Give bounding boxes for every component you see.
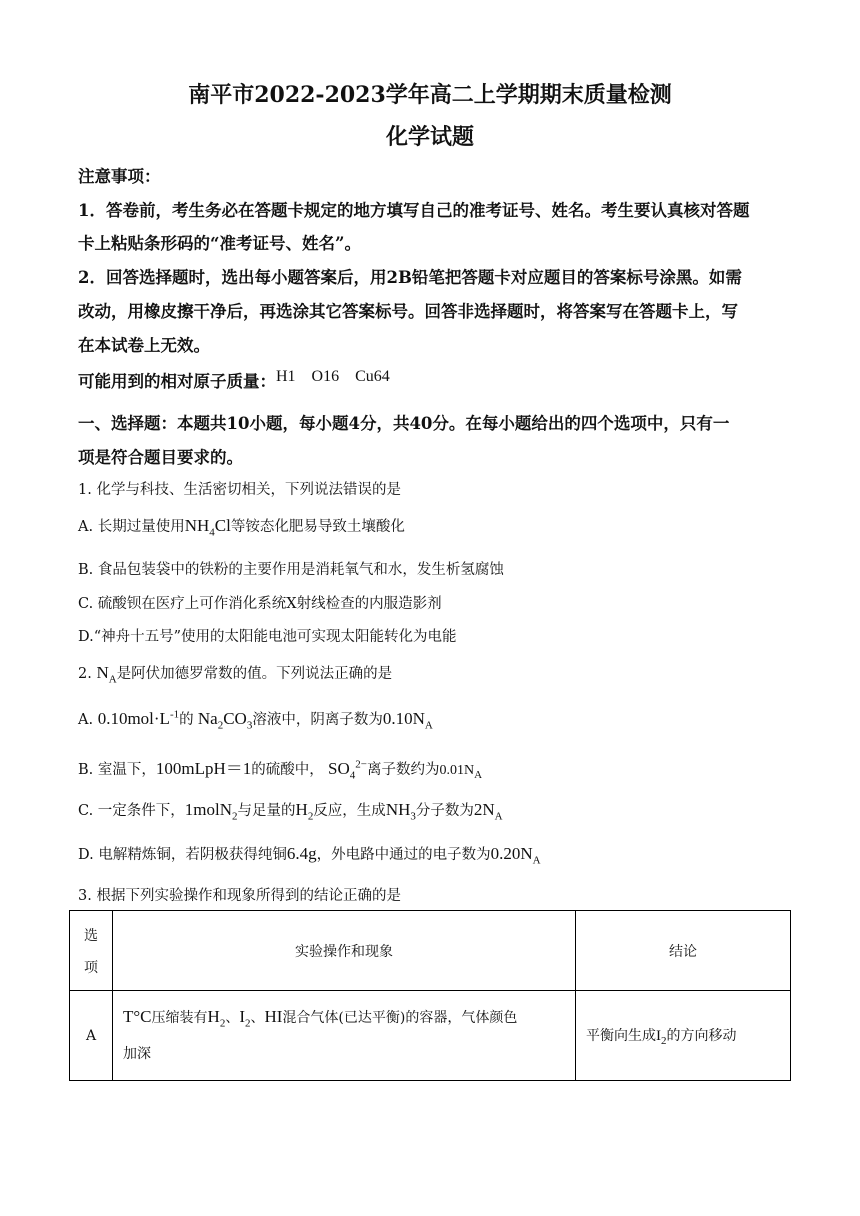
notice-heading: 注意事项： bbox=[78, 167, 161, 186]
q2-b-mid2: 离子数约为 bbox=[366, 762, 440, 778]
q2-c-answer-sub: A bbox=[494, 810, 503, 823]
notice-item1-line1: 1．答卷前，考生务必在答题卡规定的地方填写自己的准考证号、姓名。考生要认真核对答题 bbox=[78, 201, 750, 220]
q3-table bbox=[69, 910, 791, 1081]
q2-na-main: N bbox=[96, 663, 109, 682]
q2-b-ion-main: SO bbox=[328, 759, 350, 778]
q3-row-a-temp: T°C bbox=[123, 1007, 152, 1027]
notice-item2-line3: 在本试卷上无效。 bbox=[78, 336, 210, 355]
q3-table-row-a bbox=[70, 991, 791, 1081]
q2-b-mid: 的硫酸中， bbox=[251, 762, 324, 778]
q3-header-option-1: 选 bbox=[84, 927, 98, 944]
q1-a-formula bbox=[184, 516, 231, 539]
q1-option-c: C. 硫酸钡在医疗上可作消化系统X射线检查的内服造影剂 bbox=[78, 596, 442, 612]
q2-option-d bbox=[78, 843, 541, 866]
q2-a-salt-na: Na bbox=[197, 709, 218, 728]
q3-row-a-i2 bbox=[239, 1007, 251, 1030]
q3-header-option-2: 项 bbox=[84, 959, 98, 976]
q2-a-salt bbox=[194, 709, 253, 732]
q2-d-mid: ，外电路中通过的电子数为 bbox=[316, 847, 491, 863]
q2-a-answer-main: 0.10N bbox=[382, 709, 425, 728]
q2-option-b bbox=[78, 754, 482, 781]
q3-row-a-con-i2-sub: 2 bbox=[661, 1034, 667, 1047]
q3-row-a-hi: HI bbox=[264, 1007, 283, 1027]
q2-c-nh3 bbox=[385, 800, 416, 823]
q2-a-conc-main: 0.10mol·L bbox=[97, 709, 170, 728]
q2-a-answer-sub: A bbox=[424, 719, 433, 732]
q3-row-a-con2: 的方向移动 bbox=[666, 1027, 737, 1044]
q1-a-formula-end: Cl bbox=[214, 516, 231, 535]
q3-row-a-op2: 混合气体(已达平衡)的容器，气体颜色 bbox=[282, 1010, 518, 1027]
q3-row-a-con-i2-main: I bbox=[656, 1027, 661, 1044]
q2-a-answer bbox=[382, 709, 433, 732]
q2-na-sub: A bbox=[108, 673, 117, 686]
q2-c-mid3: 分子数为 bbox=[415, 803, 474, 819]
q2-c-answer bbox=[473, 800, 503, 823]
q2-b-text: B. 室温下， bbox=[78, 762, 156, 778]
q2-c-nh3-sub: 3 bbox=[410, 810, 416, 823]
notice-item2-line2: 改动，用橡皮擦干净后，再选涂其它答案标号。回答非选择题时，将答案写在答题卡上，写 bbox=[78, 302, 738, 321]
notice-item1-line2: 卡上粘贴条形码的“准考证号、姓名”。 bbox=[78, 234, 361, 253]
q3-row-a-operation bbox=[113, 991, 576, 1081]
q3-header-option bbox=[70, 911, 113, 991]
q1-option-b: B. 食品包装袋中的铁粉的主要作用是消耗氧气和水，发生析氢腐蚀 bbox=[78, 562, 504, 578]
atomic-mass-line bbox=[78, 368, 390, 392]
exam-subtitle: 化学试题 bbox=[385, 124, 474, 150]
notice-item2-line1: 2．回答选择题时，选出每小题答案后，用2B铅笔把答题卡对应题目的答案标号涂黑。如需 bbox=[78, 268, 742, 287]
q2-d-mass: 6.4g bbox=[286, 844, 317, 863]
q3-row-a-option: A bbox=[70, 991, 113, 1081]
q1-option-a bbox=[78, 515, 405, 538]
q2-a-mid2: 溶液中，阴离子数为 bbox=[252, 712, 383, 728]
q2-d-text: D. 电解精炼铜，若阴极获得纯铜 bbox=[78, 847, 287, 863]
section1-line1: 一、选择题：本题共10小题，每小题4分，共40分。在每小题给出的四个选项中，只有一 bbox=[78, 414, 730, 433]
q2-a-label: A. bbox=[78, 712, 94, 728]
q2-a-salt-sub2: 3 bbox=[246, 719, 253, 732]
q3-row-a-conclusion bbox=[576, 991, 791, 1081]
section1-line2: 项是符合题目要求的。 bbox=[78, 448, 243, 467]
q3-stem: 3. 根据下列实验操作和现象所得到的结论正确的是 bbox=[78, 888, 401, 904]
q3-header-conclusion: 结论 bbox=[576, 911, 791, 991]
q2-c-mid2: 反应，生成 bbox=[313, 803, 386, 819]
q2-stem bbox=[78, 662, 392, 685]
q1-a-suffix: 等铵态化肥易导致土壤酸化 bbox=[230, 519, 405, 535]
q3-row-a-h2-main: H bbox=[207, 1007, 220, 1027]
q2-c-answer-main: 2N bbox=[473, 800, 495, 819]
exam-title: 南平市2022-2023学年高二上学期期末质量检测 bbox=[188, 82, 672, 108]
q1-a-text: A. 长期过量使用 bbox=[78, 519, 185, 535]
q3-table-header-row bbox=[70, 911, 791, 991]
q2-c-h2-sub: 2 bbox=[307, 810, 314, 823]
q2-c-h2 bbox=[295, 800, 314, 823]
q2-c-n2 bbox=[184, 800, 238, 823]
q2-c-text: C. 一定条件下， bbox=[78, 803, 185, 819]
q2-b-ion-sub: 4 bbox=[349, 769, 356, 782]
q2-option-a bbox=[78, 708, 433, 731]
q2-d-answer bbox=[490, 844, 541, 867]
q1-option-d: D.“神舟十五号”使用的太阳能电池可实现太阳能转化为电能 bbox=[78, 629, 457, 645]
q3-row-a-i2-sub: 2 bbox=[244, 1017, 251, 1030]
atomic-mass-label: 可能用到的相对原子质量： bbox=[78, 372, 276, 391]
q3-header-operation: 实验操作和现象 bbox=[113, 911, 576, 991]
q2-a-conc-sup: -1 bbox=[169, 708, 180, 721]
q2-c-mid: 与足量的 bbox=[237, 803, 296, 819]
q2-a-mid: 的 bbox=[179, 712, 194, 728]
q2-c-h2-main: H bbox=[295, 800, 308, 819]
q2-a-salt-sub1: 2 bbox=[217, 719, 224, 732]
q2-a-salt-co: CO bbox=[223, 709, 247, 728]
q1-stem: 1. 化学与科技、生活密切相关，下列说法错误的是 bbox=[78, 482, 401, 498]
q3-row-a-op3: 加深 bbox=[123, 1045, 151, 1062]
q2-b-answer-sub: A bbox=[474, 768, 483, 781]
q2-b-ion bbox=[324, 758, 367, 782]
q2-option-c bbox=[78, 799, 503, 822]
q2-c-n2-sub: 2 bbox=[232, 810, 238, 823]
q2-b-ion-sup: 2− bbox=[355, 758, 367, 771]
q2-b-volume: 100mLpH＝1 bbox=[155, 759, 252, 778]
q2-d-answer-main: 0.20N bbox=[490, 844, 533, 863]
q2-stem-text: 是阿伏加德罗常数的值。下列说法正确的是 bbox=[116, 666, 393, 682]
q3-row-a-con1: 平衡向生成 bbox=[586, 1027, 656, 1044]
q2-d-answer-sub: A bbox=[532, 854, 541, 867]
q3-row-a-i2-main: I bbox=[239, 1007, 245, 1027]
q2-number: 2. bbox=[78, 666, 92, 682]
q2-c-n2-main: 1molN bbox=[184, 800, 233, 819]
q3-row-a-op1: 压缩装有 bbox=[151, 1010, 208, 1027]
q3-row-a-sep2: 、 bbox=[250, 1010, 265, 1027]
q2-a-conc bbox=[98, 709, 179, 728]
q3-row-a-con-i2 bbox=[656, 1027, 667, 1047]
q2-c-nh3-main: NH bbox=[385, 800, 411, 819]
q1-a-formula-sub: 4 bbox=[209, 526, 215, 539]
q3-row-a-h2-sub: 2 bbox=[219, 1017, 226, 1030]
q2-b-answer bbox=[439, 763, 483, 781]
q2-b-answer-main: 0.01N bbox=[439, 763, 475, 778]
q3-row-a-sep1: 、 bbox=[225, 1010, 240, 1027]
q3-row-a-h2 bbox=[207, 1007, 226, 1030]
atomic-mass-values: H1 O16 Cu64 bbox=[276, 368, 390, 385]
q1-a-formula-main: NH bbox=[184, 516, 210, 535]
q2-na bbox=[96, 663, 117, 686]
